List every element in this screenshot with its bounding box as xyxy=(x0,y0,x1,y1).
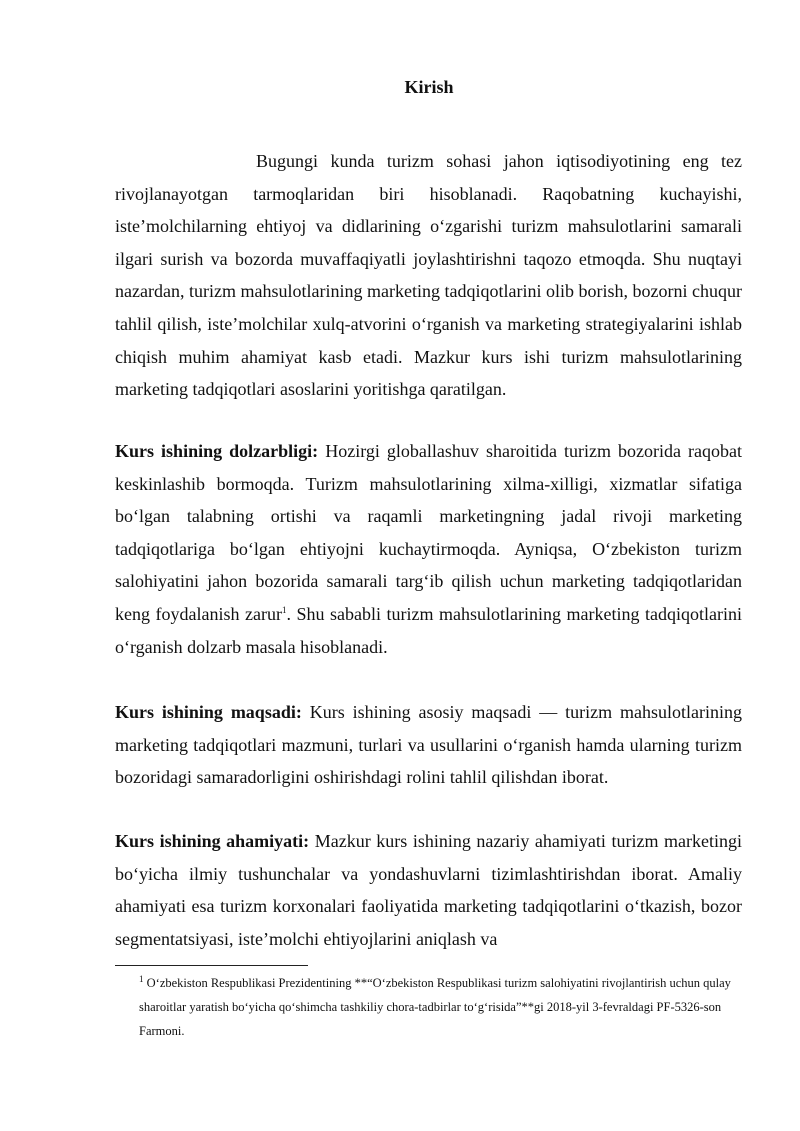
goal-text: Kurs ishining asosiy maqsadi — turizm mahsulotlarining marketing tadqiqotlari mazmuni, turlari va usullarini o‘rganish hamda ularning turizm bozoridagi samaradorligini oshirishdagi rolini tahlil qilishdan iborat. xyxy=(115,702,743,788)
page-title: Kirish xyxy=(404,77,454,97)
relevance-text: Hozirgi globallashuv sharoitida turizm bozorida raqobat keskinlashib bormoqda. Turizm mahsulotlarining xilma-xilligi, xizmatlar sifatiga bo‘lgan talabning ortishi va raqamli marketingning jadal rivoji marketing tadqiqotlariga bo‘lgan ehtiyojni kuchaytirmoqda. Ayniqsa, O‘zbekiston turizm salohiyatini jahon bozorida samarali targ‘ib qilish uchun marketing tadqiqotlaridan keng foydalanish zarur xyxy=(115,441,743,624)
footnote-text: O‘zbekiston Respublikasi Prezidentining **“O‘zbekiston Respublikasi turizm salohiyatini rivojlantirish uchun qulay sharoitlar yaratish bo‘yicha qo‘shimcha tashkiliy chora-tadbirlar to‘g‘risida”**gi 2018-yil 3-fevraldagi PF-5326-son Farmoni. xyxy=(139,976,731,1038)
footnote-reference[interactable]: 1 xyxy=(281,604,287,615)
goal-heading: Kurs ishining maqsadi: xyxy=(115,702,302,722)
intro-paragraph: Bugungi kunda turizm sohasi jahon iqtisodiyotining eng tez rivojlanayotgan tarmoqlaridan biri hisoblanadi. Raqobatning kuchayishi, iste’molchilarning ehtiyoj va didlarining o‘zgarishi turizm mahsulotlarini samarali ilgari surish va bozorda muvaffaqiyatli joylashtirishni taqozo etmoqda. Shu nuqtayi nazardan, turizm mahsulotlarining marketing tadqiqotlarini olib borish, bozorni chuqur tahlil qilish, iste’molchilar xulq-atvorini o‘rganish va marketing strategiyalarini ishlab chiqish muhim ahamiyat kasb etadi. Mazkur kurs ishi turizm mahsulotlarining marketing tadqiqotlari asoslarini yoritishga qaratilgan. xyxy=(115,151,742,400)
relevance-heading: Kurs ishining dolzarbligi: xyxy=(115,441,319,461)
footnote-number: 1 xyxy=(139,973,144,984)
importance-text: Mazkur kurs ishining nazariy ahamiyati turizm marketingi bo‘yicha ilmiy tushunchalar va yondashuvlarni tizimlashtirishdan iborat. Amaliy ahamiyati esa turizm korxonalari faoliyatida marketing tadqiqotlarini o‘tkazish, bozor segmentatsiyasi, iste’molchi ehtiyojlarini aniqlash va xyxy=(115,831,742,949)
importance-heading: Kurs ishining ahamiyati: xyxy=(115,831,310,851)
importance-paragraph xyxy=(115,825,742,955)
relevance-paragraph xyxy=(115,435,742,663)
footnote-separator xyxy=(115,965,308,966)
footnote xyxy=(139,971,742,1043)
goal-paragraph xyxy=(115,696,742,794)
relevance-text-continued: . Shu sababli turizm mahsulotlarining marketing tadqiqotlarini o‘rganish dolzarb masala hisoblanadi. xyxy=(115,603,743,657)
